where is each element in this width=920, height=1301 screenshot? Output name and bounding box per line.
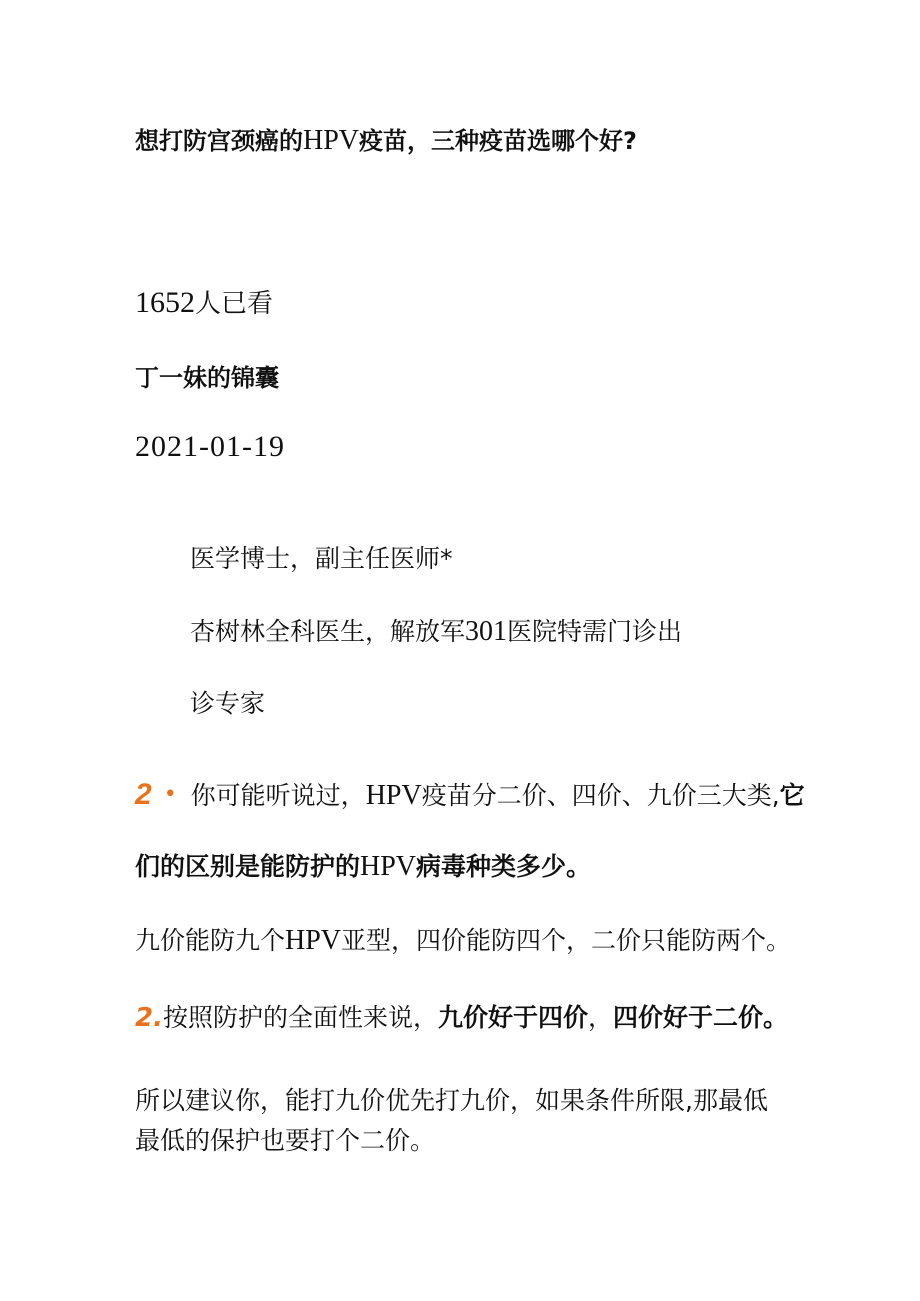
p3-pre: 按照防护的全面性来说， <box>162 1003 438 1032</box>
paragraph-4-line-2: 最低的保护也要打个二价。 <box>135 1126 436 1155</box>
p1-mid: 疫苗分二价、四价、九价三大类, <box>421 781 780 810</box>
p2-post: 亚型，四价能防四个，二价只能防两个。 <box>341 926 792 955</box>
title-post: 疫苗，三种疫苗选哪个好? <box>359 127 637 155</box>
bullet-dot-icon: • <box>163 782 177 807</box>
paragraph-1 <box>135 778 805 815</box>
paragraph-2 <box>135 924 791 958</box>
p1b-post: 病毒种类多少。 <box>416 852 592 881</box>
paragraph-3 <box>135 1001 788 1035</box>
bio-line-2-post: 医院特需门诊出 <box>507 617 683 646</box>
p2-hpv: HPV <box>285 925 342 956</box>
bio-line-2-num: 301 <box>465 616 508 647</box>
title-pre: 想打防宫颈癌的 <box>135 127 303 155</box>
list-number-marker: 2 <box>135 778 152 811</box>
title-hpv: HPV <box>303 125 360 156</box>
article-title <box>135 124 637 158</box>
paragraph-1-continued <box>135 850 591 884</box>
list-number-marker-2: 2. <box>135 1003 163 1033</box>
view-count-number: 1652 <box>135 286 195 319</box>
view-count-suffix: 人已看 <box>195 289 274 319</box>
p3-sep: ， <box>588 1003 614 1032</box>
p1-hpv: HPV <box>365 780 422 811</box>
p2-pre: 九价能防九个 <box>135 926 286 955</box>
bio-line-2 <box>190 615 682 649</box>
bio-line-2-pre: 杏树林全科医生，解放军 <box>190 617 466 646</box>
author-name: 丁一妹的锦囊 <box>135 364 279 392</box>
bio-line-3: 诊专家 <box>190 689 266 718</box>
publish-date: 2021-01-19 <box>135 430 285 463</box>
p1b-hpv: HPV <box>360 851 417 882</box>
view-count <box>135 286 273 321</box>
p1-pre: 你可能听说过， <box>190 781 366 810</box>
p3-bold-2: 四价好于二价。 <box>613 1003 789 1032</box>
p1-bold: 它 <box>779 781 805 810</box>
p1b-pre: 们的区别是能防护的 <box>135 852 361 881</box>
bio-line-1: 医学博士，副主任医师* <box>190 544 453 573</box>
p3-bold-1: 九价好于四价 <box>437 1003 588 1032</box>
paragraph-4-line-1: 所以建议你，能打九价优先打九价，如果条件所限,那最低 <box>135 1086 768 1115</box>
